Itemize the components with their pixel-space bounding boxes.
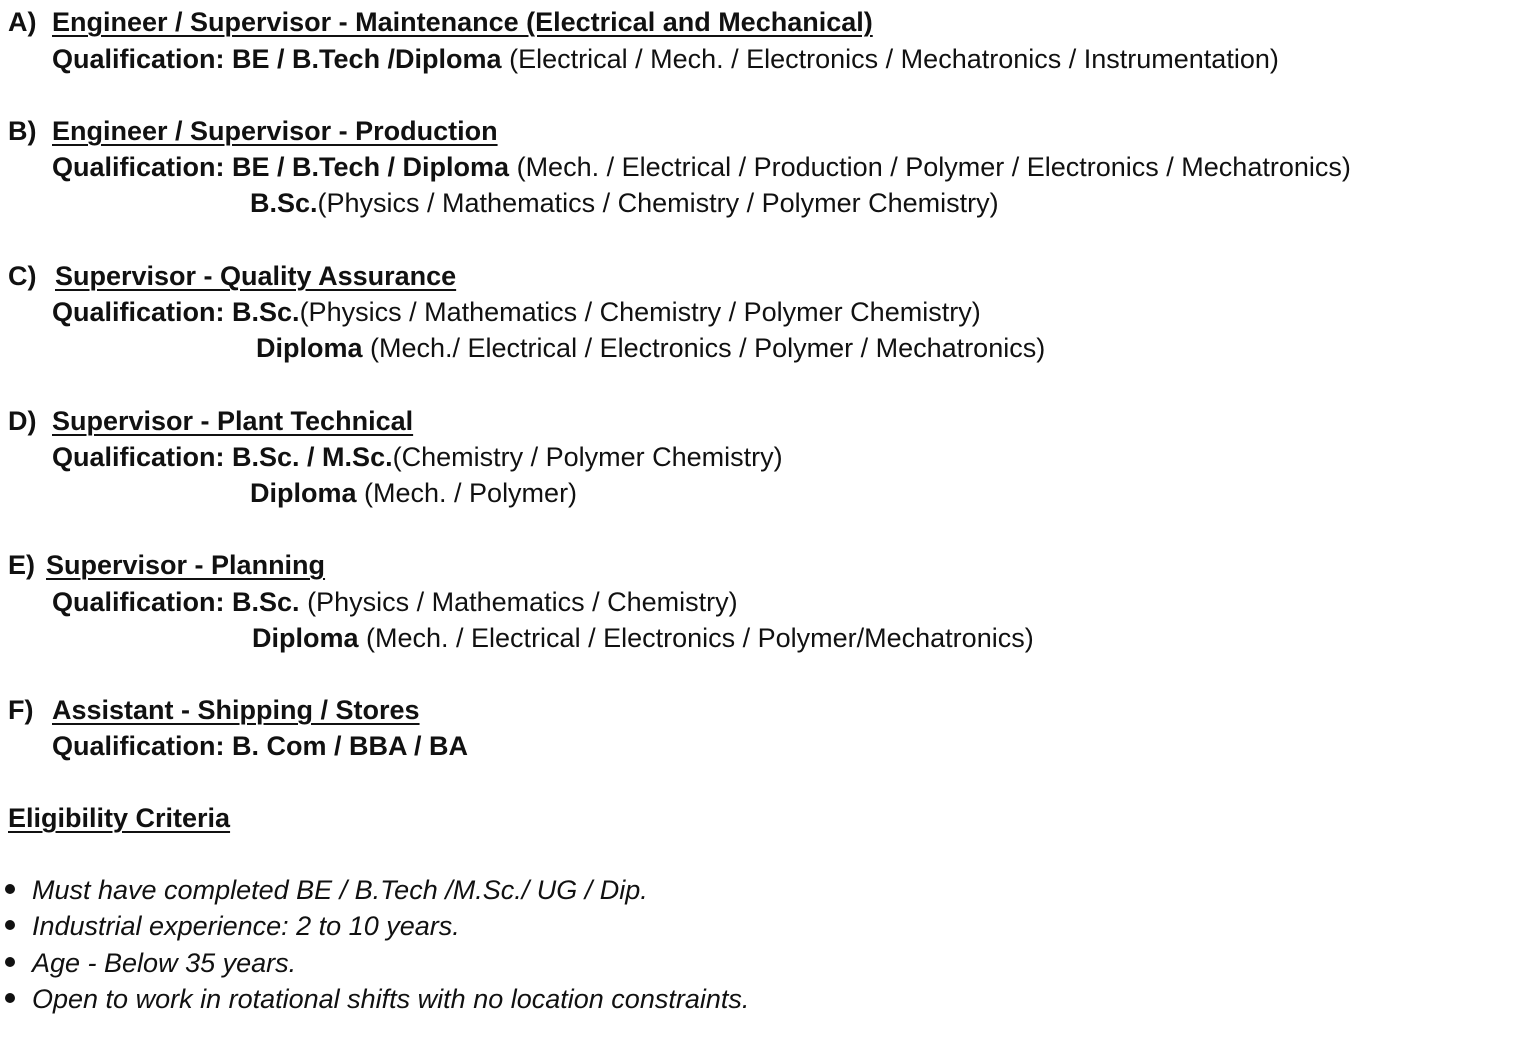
position-letter: F) — [8, 695, 34, 725]
qualification-degree: BE / B.Tech /Diploma — [232, 44, 502, 74]
qualification-branches: (Chemistry / Polymer Chemistry) — [392, 442, 783, 472]
position-a-header — [8, 6, 873, 38]
qualification-branches: (Physics / Mathematics / Chemistry / Polymer Chemistry) — [299, 297, 981, 327]
eligibility-item: Industrial experience: 2 to 10 years. — [32, 911, 460, 941]
position-title: Engineer / Supervisor - Maintenance (Electrical and Mechanical) — [52, 7, 873, 37]
position-letter: A) — [8, 7, 37, 37]
position-f-qualification — [52, 730, 468, 762]
position-c-qualification-2 — [256, 332, 1045, 364]
qualification-branches: (Mech. / Polymer) — [356, 478, 578, 508]
qualification-degree: B.Sc. — [250, 188, 318, 218]
position-b-qualification-2 — [250, 187, 999, 219]
position-e-qualification-2 — [252, 622, 1034, 654]
bullet-icon — [5, 957, 15, 967]
qualification-label: Qualification: — [52, 297, 225, 327]
position-title: Supervisor - Planning — [46, 550, 326, 580]
qualification-label: Qualification: — [52, 731, 225, 761]
qualification-degree: Diploma — [252, 623, 359, 653]
qualification-degree: Diploma — [256, 333, 363, 363]
position-title: Engineer / Supervisor - Production — [52, 116, 498, 146]
qualification-degree: BE / B.Tech / Diploma — [232, 152, 510, 182]
eligibility-item: Age - Below 35 years. — [32, 948, 297, 978]
qualification-branches: (Mech./ Electrical / Electronics / Polymer / Mechatronics) — [362, 333, 1046, 363]
position-letter: C) — [8, 261, 37, 291]
qualification-degree: B.Sc. — [232, 297, 300, 327]
eligibility-item: Open to work in rotational shifts with no location constraints. — [32, 984, 750, 1014]
qualification-degree: B.Sc. — [232, 587, 300, 617]
qualification-label: Qualification: — [52, 587, 225, 617]
qualification-branches: (Electrical / Mech. / Electronics / Mechatronics / Instrumentation) — [501, 44, 1279, 74]
bullet-icon — [5, 993, 15, 1003]
position-d-header — [8, 405, 413, 437]
position-d-qualification-2 — [250, 477, 577, 509]
eligibility-item: Must have completed BE / B.Tech /M.Sc./ UG / Dip. — [32, 875, 648, 905]
qualification-degree: B. Com / BBA / BA — [232, 731, 469, 761]
position-d-qualification — [52, 441, 783, 473]
qualification-degree: Diploma — [250, 478, 357, 508]
position-c-qualification — [52, 296, 981, 328]
qualification-branches: (Physics / Mathematics / Chemistry) — [299, 587, 738, 617]
qualification-label: Qualification: — [52, 152, 225, 182]
qualification-branches: (Mech. / Electrical / Electronics / Polymer/Mechatronics) — [358, 623, 1034, 653]
position-letter: B) — [8, 116, 37, 146]
bullet-icon — [5, 920, 15, 930]
position-letter: E) — [8, 550, 35, 580]
position-b-header — [8, 115, 498, 147]
qualification-label: Qualification: — [52, 44, 225, 74]
qualification-branches: (Physics / Mathematics / Chemistry / Polymer Chemistry) — [317, 188, 999, 218]
qualification-branches: (Mech. / Electrical / Production / Polymer / Electronics / Mechatronics) — [509, 152, 1351, 182]
position-letter: D) — [8, 406, 37, 436]
position-b-qualification — [52, 151, 1351, 183]
position-title: Supervisor - Quality Assurance — [55, 261, 457, 291]
position-e-qualification — [52, 586, 738, 618]
position-title: Supervisor - Plant Technical — [52, 406, 414, 436]
position-c-header — [8, 260, 456, 292]
eligibility-heading: Eligibility Criteria — [8, 803, 231, 833]
position-e-header — [8, 549, 325, 581]
position-title: Assistant - Shipping / Stores — [52, 695, 420, 725]
position-a-qualification — [52, 43, 1279, 75]
qualification-degree: B.Sc. / M.Sc. — [232, 442, 393, 472]
qualification-label: Qualification: — [52, 442, 225, 472]
position-f-header — [8, 694, 420, 726]
bullet-icon — [5, 884, 15, 894]
